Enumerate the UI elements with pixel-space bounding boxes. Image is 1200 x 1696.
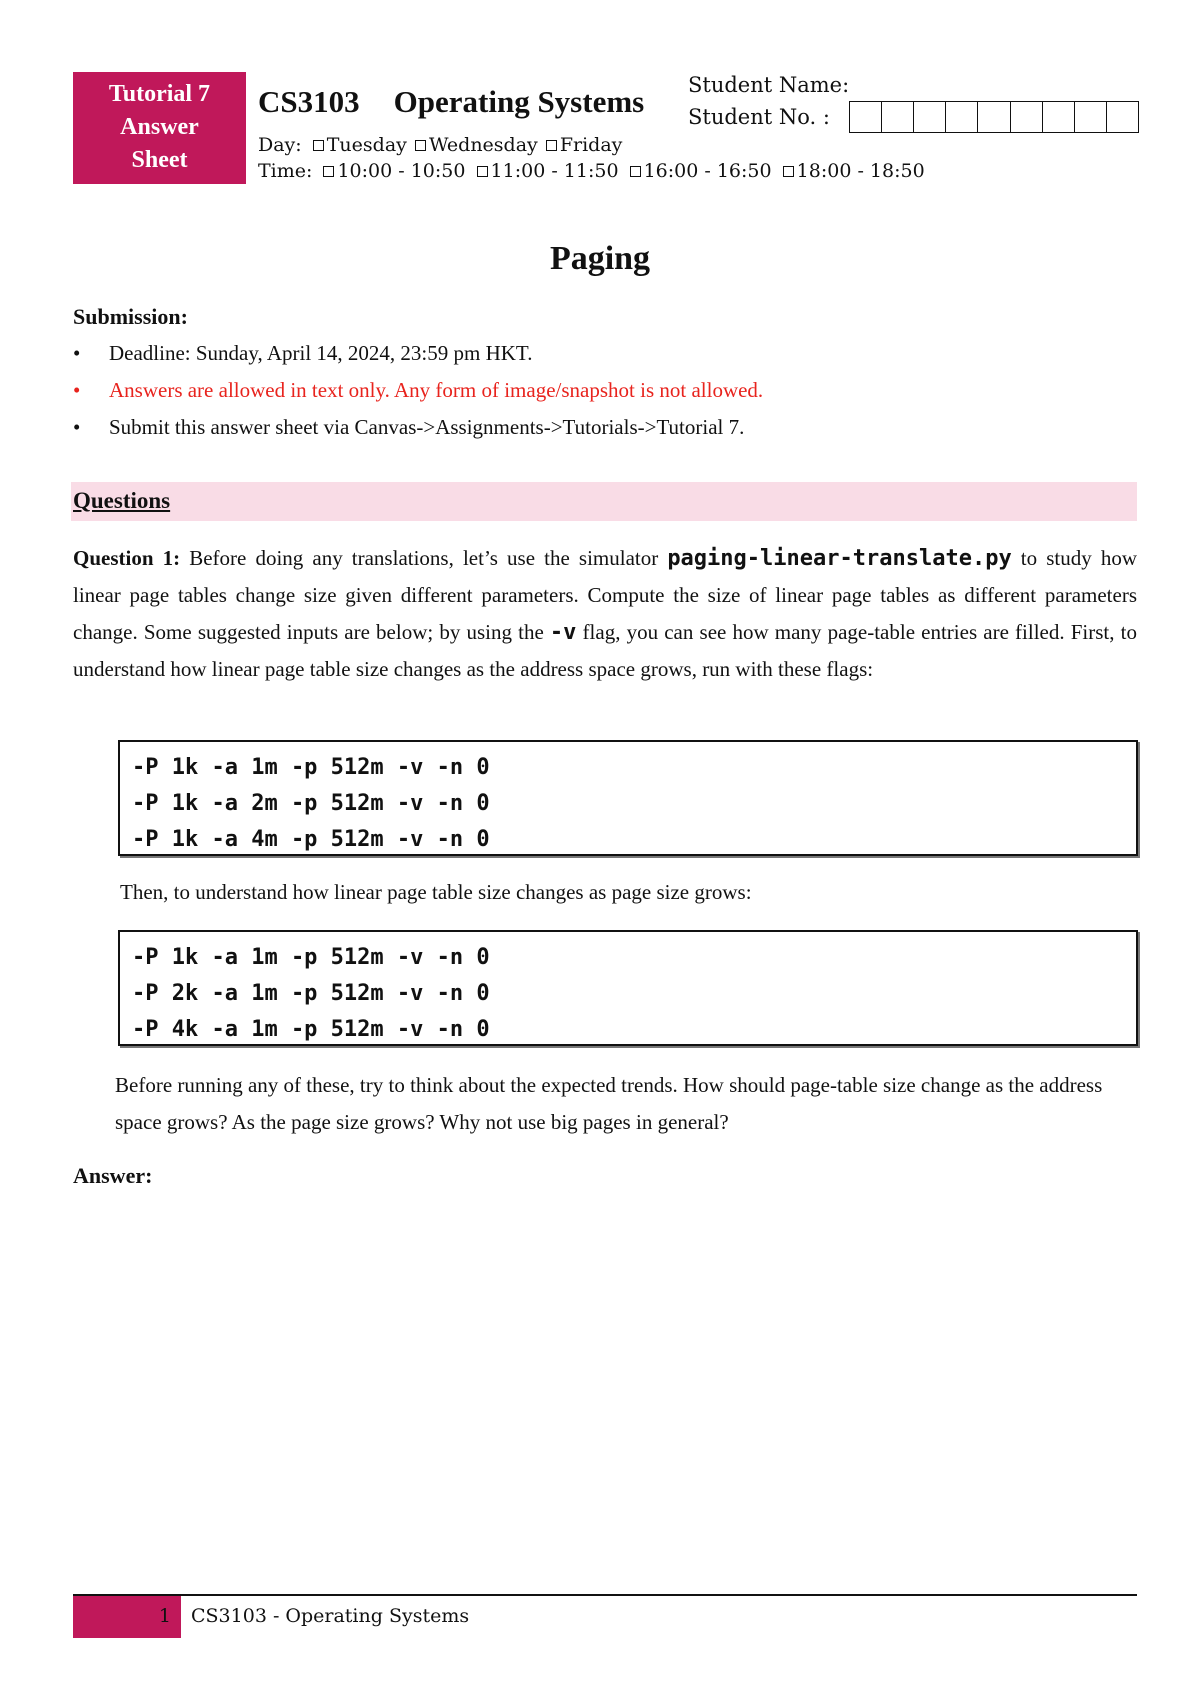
digit-box[interactable] [1011, 102, 1043, 132]
questions-section-bar [71, 482, 1137, 521]
course-code: CS3103 [258, 84, 360, 119]
question-1-text-a: Before doing any translations, let’s use the simulator [180, 546, 668, 570]
digit-box[interactable] [1043, 102, 1075, 132]
question-1-label: Question 1: [73, 546, 181, 570]
question-1-text [73, 540, 1137, 688]
code-block-page-size [118, 930, 1138, 1046]
digit-box[interactable] [882, 102, 914, 132]
digit-box[interactable] [914, 102, 946, 132]
digit-box[interactable] [978, 102, 1010, 132]
time-option-4: 18:00 - 18:50 [796, 160, 925, 182]
time-label: Time: [258, 160, 313, 182]
then-text: Then, to understand how linear page table size changes as page size grows: [120, 880, 752, 904]
digit-box[interactable] [1075, 102, 1107, 132]
page-number: 1 [158, 1605, 171, 1627]
tutorial-badge [73, 72, 246, 184]
student-name-label: Student Name: [688, 73, 850, 97]
course-title [258, 84, 644, 120]
question-1-text-b: to study how linear page tables change size given different parameters. Compute the size of linear page tables as different parameters change. Some suggested inputs are below; by using the [73, 546, 1137, 644]
time-selector [258, 160, 925, 182]
submission-heading: Submission: [73, 304, 188, 329]
time-checkbox-3[interactable] [630, 166, 641, 177]
day-checkbox-wednesday[interactable] [415, 140, 426, 151]
day-checkbox-friday[interactable] [546, 140, 557, 151]
code-line: -P 1k -a 4m -p 512m -v -n 0 [132, 827, 490, 852]
code-line: -P 4k -a 1m -p 512m -v -n 0 [132, 1017, 490, 1042]
before-running-text: Before running any of these, try to think about the expected trends. How should page-table size change as the address space grows? As the page size grows? Why not use big pages in general? [115, 1073, 1103, 1134]
digit-box[interactable] [946, 102, 978, 132]
time-checkbox-1[interactable] [323, 166, 334, 177]
questions-heading: Questions [73, 488, 171, 513]
simulator-name: paging-linear-translate.py [667, 546, 1012, 571]
submission-list [73, 338, 763, 449]
time-checkbox-2[interactable] [477, 166, 488, 177]
badge-line-3: Sheet [131, 147, 188, 173]
day-label: Day: [258, 134, 302, 156]
digit-box[interactable] [850, 102, 882, 132]
time-option-3: 16:00 - 16:50 [643, 160, 772, 182]
page-title: Paging [549, 240, 651, 277]
answer-label: Answer: [73, 1163, 153, 1188]
day-option-wednesday: Wednesday [428, 134, 538, 156]
footer-page-box [73, 1596, 181, 1638]
time-option-1: 10:00 - 10:50 [337, 160, 466, 182]
day-checkbox-tuesday[interactable] [313, 140, 324, 151]
code-block-address-space [118, 740, 1138, 856]
time-option-2: 11:00 - 11:50 [490, 160, 619, 182]
day-option-friday: Friday [559, 134, 623, 156]
list-item: • Submit this answer sheet via Canvas->Assignments->Tutorials->Tutorial 7. [73, 412, 763, 449]
footer-divider [73, 1594, 1137, 1596]
footer-course: CS3103 - Operating Systems [191, 1605, 470, 1627]
time-checkbox-4[interactable] [783, 166, 794, 177]
day-selector [258, 134, 622, 156]
code-line: -P 1k -a 1m -p 512m -v -n 0 [132, 945, 490, 970]
badge-line-1: Tutorial 7 [108, 81, 211, 107]
course-name: Operating Systems [393, 84, 645, 119]
code-line: -P 1k -a 1m -p 512m -v -n 0 [132, 755, 490, 780]
digit-box[interactable] [1107, 102, 1138, 132]
student-no-boxes[interactable] [849, 101, 1139, 133]
day-option-tuesday: Tuesday [326, 134, 407, 156]
student-no-label: Student No. : [688, 105, 830, 129]
badge-line-2: Answer [120, 114, 199, 140]
list-item: • Answers are allowed in text only. Any form of image/snapshot is not allowed. [73, 375, 763, 412]
code-line: -P 2k -a 1m -p 512m -v -n 0 [132, 981, 490, 1006]
code-line: -P 1k -a 2m -p 512m -v -n 0 [132, 791, 490, 816]
verbose-flag: -v [549, 620, 577, 645]
question-1-text-c: flag, you can see how many page-table entries are filled. First, to understand how linear page table size changes as the address space grows, run with these flags: [73, 620, 1137, 681]
list-item: • Deadline: Sunday, April 14, 2024, 23:59 pm HKT. [73, 338, 763, 375]
